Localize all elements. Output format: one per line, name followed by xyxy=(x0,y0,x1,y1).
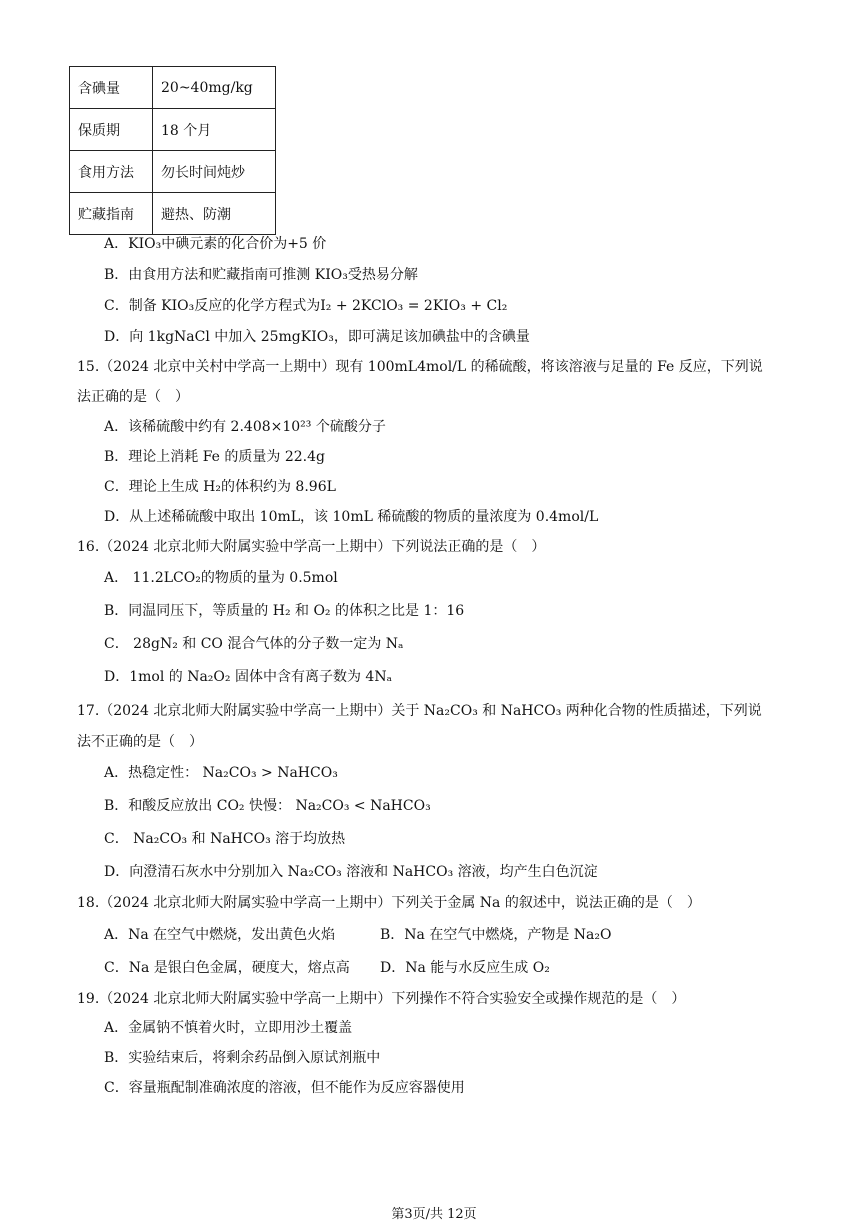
page-footer: 第3页/共 12页 xyxy=(391,1207,477,1222)
q19-option-b: B．实验结束后，将剩余药品倒入原试剂瓶中 xyxy=(104,1050,381,1066)
q19-stem: 19.（2024 北京北师大附属实验中学高一上期中）下列操作不符合实验安全或操作规范的是（ ） xyxy=(77,991,686,1007)
table-key: 贮藏指南 xyxy=(70,193,153,235)
q17-option-c: C． Na₂CO₃ 和 NaHCO₃ 溶于均放热 xyxy=(104,831,346,847)
q16-option-c: C． 28gN₂ 和 CO 混合气体的分子数一定为 Nₐ xyxy=(104,636,404,652)
q15-option-b: B．理论上消耗 Fe 的质量为 22.4g xyxy=(104,449,326,465)
q16-option-d: D．1mol 的 Na₂O₂ 固体中含有离子数为 4Nₐ xyxy=(104,669,392,685)
q15-option-a: A．该稀硫酸中约有 2.408×10²³ 个硫酸分子 xyxy=(104,419,386,435)
q14-option-b: B．由食用方法和贮藏指南可推测 KIO₃受热易分解 xyxy=(104,267,418,283)
table-value: 20~40mg/kg xyxy=(153,67,276,109)
q19-option-c: C．容量瓶配制准确浓度的溶液，但不能作为反应容器使用 xyxy=(104,1080,465,1096)
table-row xyxy=(70,67,276,109)
q15-stem-line2: 法正确的是（ ） xyxy=(77,389,189,405)
table-value: 18 个月 xyxy=(153,109,276,151)
table-row xyxy=(70,109,276,151)
q18-option-a: A．Na 在空气中燃烧，发出黄色火焰 xyxy=(104,927,336,943)
table-key: 食用方法 xyxy=(70,151,153,193)
q15-stem-line1: 15.（2024 北京中关村中学高一上期中）现有 100mL4mol/L 的稀硫酸，将该溶液与足量的 Fe 反应，下列说 xyxy=(77,359,763,375)
q17-option-b: B．和酸反应放出 CO₂ 快慢： Na₂CO₃ < NaHCO₃ xyxy=(104,798,431,814)
q18-option-c: C．Na 是银白色金属，硬度大，熔点高 xyxy=(104,960,350,976)
q16-option-b: B．同温同压下，等质量的 H₂ 和 O₂ 的体积之比是 1：16 xyxy=(104,603,465,619)
q18-option-d: D．Na 能与水反应生成 O₂ xyxy=(380,960,550,976)
q14-option-c: C．制备 KIO₃反应的化学方程式为I₂ + 2KClO₃ = 2KIO₃ + Cl₂ xyxy=(104,298,508,314)
q18-option-b: B．Na 在空气中燃烧，产物是 Na₂O xyxy=(380,927,612,943)
salt-info-table xyxy=(69,66,276,235)
table-row xyxy=(70,151,276,193)
table-key: 含碘量 xyxy=(70,67,153,109)
q14-option-d: D．向 1kgNaCl 中加入 25mgKIO₃，即可满足该加碘盐中的含碘量 xyxy=(104,329,530,345)
q15-option-d: D．从上述稀硫酸中取出 10mL，该 10mL 稀硫酸的物质的量浓度为 0.4mol/L xyxy=(104,509,599,525)
table-key: 保质期 xyxy=(70,109,153,151)
q15-option-c: C．理论上生成 H₂的体积约为 8.96L xyxy=(104,479,336,495)
table-value: 避热、防潮 xyxy=(153,193,276,235)
q17-option-a: A．热稳定性： Na₂CO₃ > NaHCO₃ xyxy=(104,765,338,781)
table-value: 勿长时间炖炒 xyxy=(153,151,276,193)
q16-option-a: A． 11.2LCO₂的物质的量为 0.5mol xyxy=(104,570,338,586)
q17-stem-line1: 17.（2024 北京北师大附属实验中学高一上期中）关于 Na₂CO₃ 和 NaHCO₃ 两种化合物的性质描述，下列说 xyxy=(77,703,762,719)
q18-stem: 18.（2024 北京北师大附属实验中学高一上期中）下列关于金属 Na 的叙述中，说法正确的是（ ） xyxy=(77,895,701,911)
q19-option-a: A．金属钠不慎着火时，立即用沙土覆盖 xyxy=(104,1020,353,1036)
q14-option-a: A．KIO₃中碘元素的化合价为+5 价 xyxy=(104,236,327,252)
q16-stem: 16.（2024 北京北师大附属实验中学高一上期中）下列说法正确的是（ ） xyxy=(77,539,546,555)
table-row xyxy=(70,193,276,235)
q17-option-d: D．向澄清石灰水中分别加入 Na₂CO₃ 溶液和 NaHCO₃ 溶液，均产生白色沉淀 xyxy=(104,864,598,880)
q17-stem-line2: 法不正确的是（ ） xyxy=(77,734,203,750)
